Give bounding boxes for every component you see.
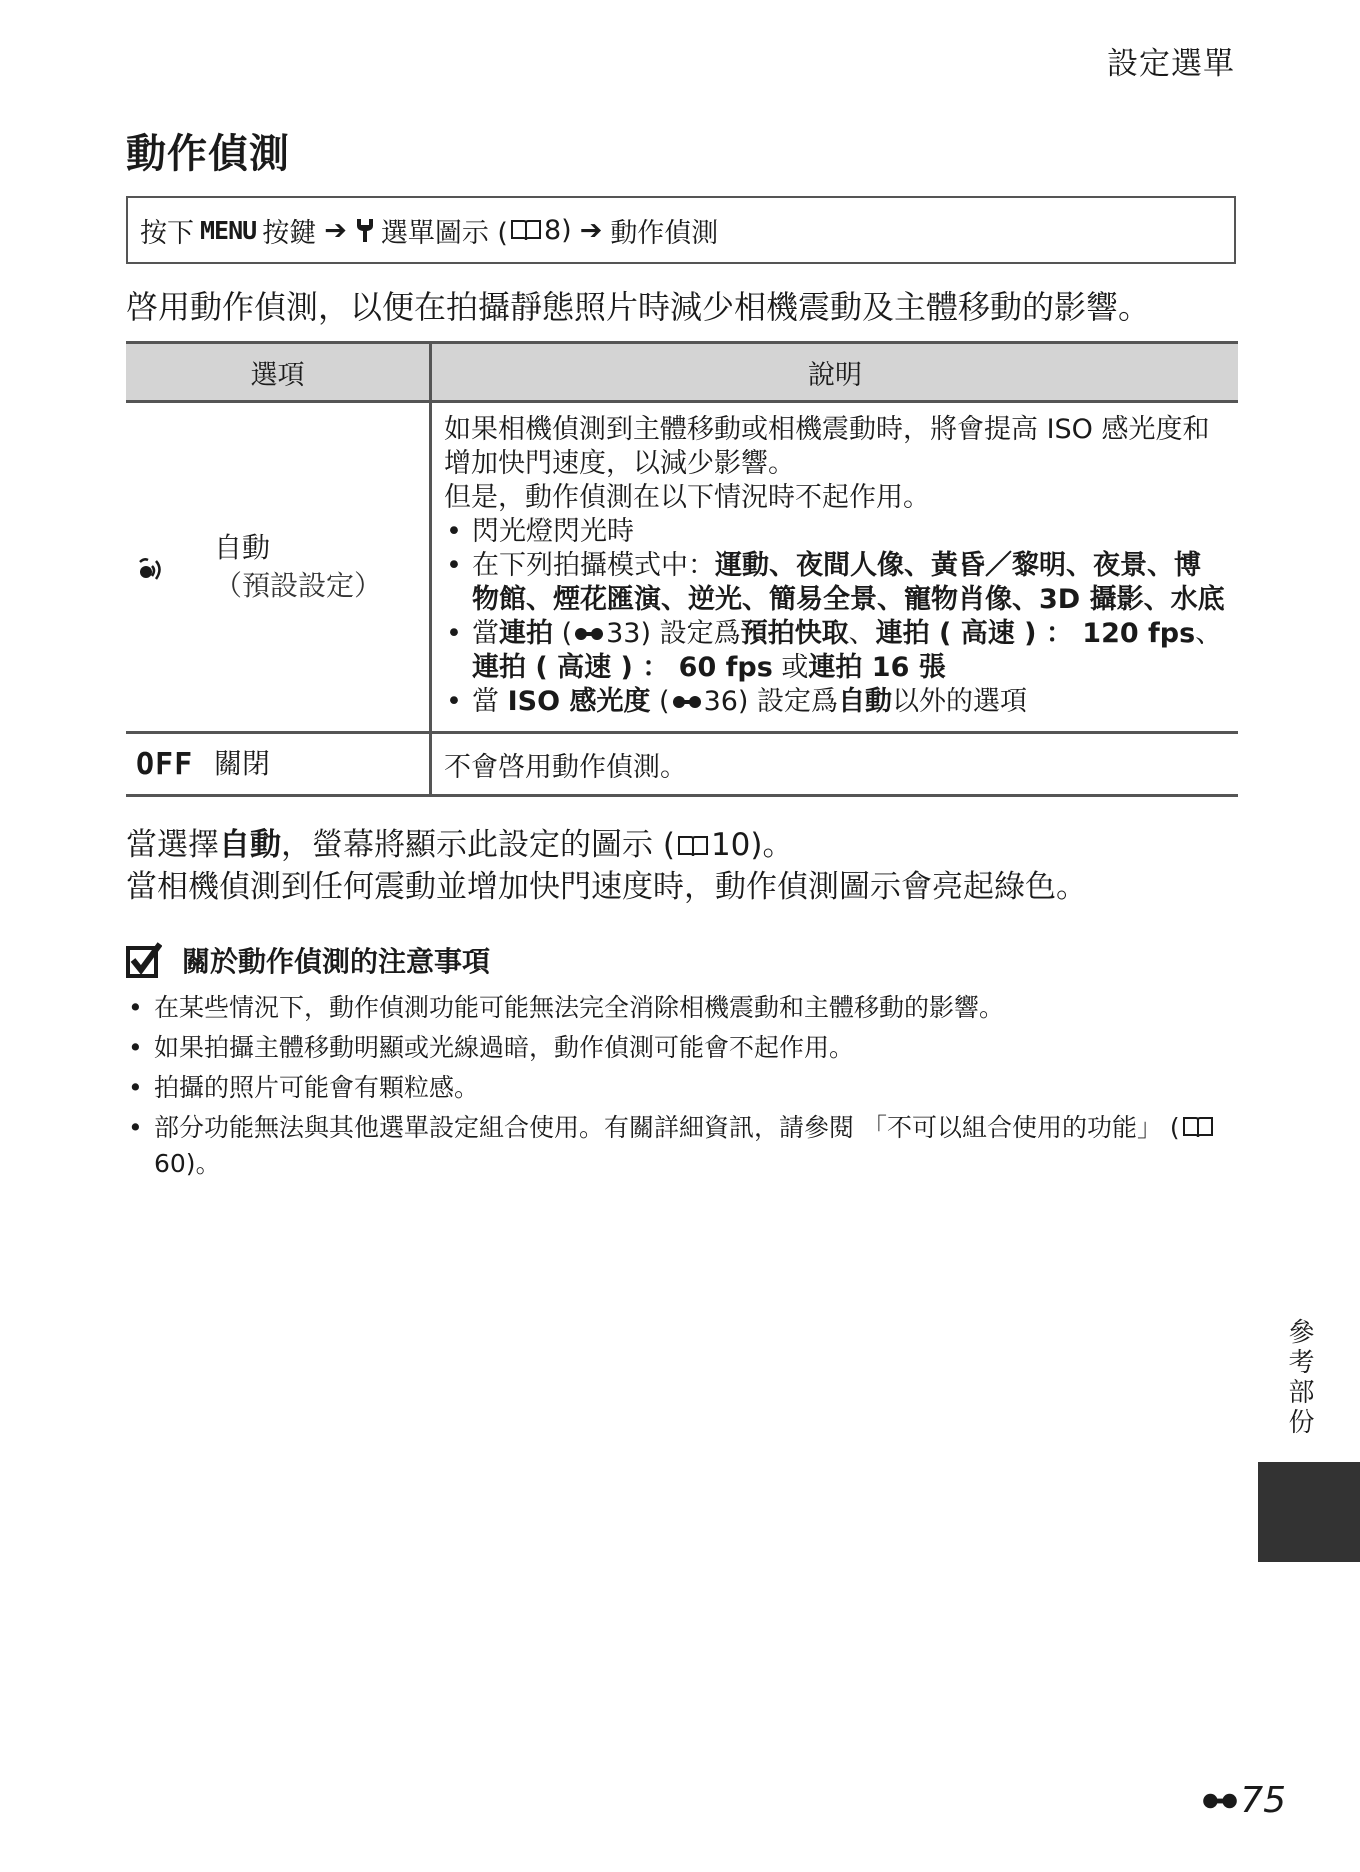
list-item: • 在某些情況下，動作偵測功能可能無法完全消除相機震動和主體移動的影響。 bbox=[126, 990, 1236, 1026]
arrow-icon: ➔ bbox=[324, 214, 347, 246]
list-item: • 當 ISO 感光度 ( 36) 設定爲自動以外的選項 bbox=[444, 685, 1226, 719]
list-item: • 閃光燈閃光時 bbox=[444, 515, 1226, 549]
nav-key-word: 按鍵 bbox=[262, 217, 317, 249]
check-mark-icon bbox=[126, 942, 162, 978]
note-title: 關於動作偵測的注意事項 bbox=[182, 945, 491, 978]
option-label-auto: 自動 bbox=[214, 531, 271, 564]
book-icon bbox=[1182, 1115, 1214, 1139]
option-label-off: 關閉 bbox=[214, 747, 271, 780]
table-row bbox=[126, 402, 1238, 733]
page-number-text: 75 bbox=[1240, 1780, 1286, 1821]
list-item: • 如果拍攝主體移動明顯或光線過暗，動作偵測可能會不起作用。 bbox=[126, 1030, 1236, 1066]
wrench-icon bbox=[355, 217, 375, 243]
menu-path-box bbox=[126, 196, 1236, 264]
book-icon bbox=[677, 834, 709, 858]
menu-key: MENU bbox=[200, 215, 257, 245]
after-table-text bbox=[126, 824, 1087, 908]
off-icon: OFF bbox=[136, 746, 194, 782]
note-heading bbox=[126, 940, 490, 980]
desc-line: 如果相機偵測到主體移動或相機震動時，將會提高 ISO 感光度和增加快門速度，以減少影響。 bbox=[444, 414, 1210, 479]
side-tab bbox=[1258, 1462, 1360, 1562]
section-header: 設定選單 bbox=[1107, 46, 1235, 82]
option-default-note: （預設設定） bbox=[214, 569, 383, 602]
table-header-description: 說明 bbox=[431, 343, 1239, 402]
list-item: • 當連拍 ( 33) 設定爲預拍快取、連拍 ( 高速 ) ： 120 fps、連拍 ( 高速 ) ： 60 fps 或連拍 16 張 bbox=[444, 617, 1226, 685]
reference-section-icon bbox=[574, 624, 604, 644]
description-auto bbox=[431, 402, 1239, 733]
note-list bbox=[126, 990, 1236, 1186]
nav-press: 按下 bbox=[140, 217, 194, 249]
list-item: • 部分功能無法與其他選單設定組合使用。有關詳細資訊，請參閱 「不可以組合使用的功能」 (60)。 bbox=[126, 1110, 1236, 1182]
desc-bullets bbox=[444, 515, 1226, 719]
table-row bbox=[126, 733, 1238, 796]
nav-page-ref: 8) bbox=[543, 214, 572, 246]
desc-line: 但是，動作偵測在以下情況時不起作用。 bbox=[444, 482, 930, 513]
nav-menu-icon-label: 選單圖示 ( bbox=[380, 217, 508, 249]
motion-detection-icon bbox=[136, 552, 170, 582]
option-cell-auto bbox=[126, 402, 431, 733]
page-number bbox=[1200, 1780, 1286, 1821]
side-section-label: 參考部份 bbox=[1284, 1318, 1314, 1438]
after-line-2: 當相機偵測到任何震動並增加快門速度時，動作偵測圖示會亮起綠色。 bbox=[126, 869, 1087, 905]
option-cell-off bbox=[126, 733, 431, 796]
book-icon bbox=[510, 218, 542, 242]
list-item: • 拍攝的照片可能會有顆粒感。 bbox=[126, 1070, 1236, 1106]
reference-section-icon bbox=[672, 692, 702, 712]
reference-section-icon bbox=[1202, 1789, 1238, 1813]
page-title: 動作偵測 bbox=[126, 131, 290, 177]
after-line-1: 當選擇自動，螢幕將顯示此設定的圖示 ( 10)。 bbox=[126, 827, 794, 863]
intro-text: 啓用動作偵測，以便在拍攝靜態照片時減少相機震動及主體移動的影響。 bbox=[126, 288, 1151, 326]
list-item: • 在下列拍攝模式中：運動、夜間人像、黃昏／黎明、夜景、博物館、煙花匯演、逆光、簡易全景、寵物肖像、3D 攝影、水底 bbox=[444, 549, 1226, 617]
table-header-row bbox=[126, 343, 1238, 402]
nav-target: 動作偵測 bbox=[610, 217, 719, 249]
description-off: 不會啓用動作偵測。 bbox=[431, 733, 1239, 796]
options-table bbox=[126, 341, 1238, 797]
arrow-icon-2: ➔ bbox=[579, 214, 603, 246]
table-header-option: 選項 bbox=[126, 343, 431, 402]
